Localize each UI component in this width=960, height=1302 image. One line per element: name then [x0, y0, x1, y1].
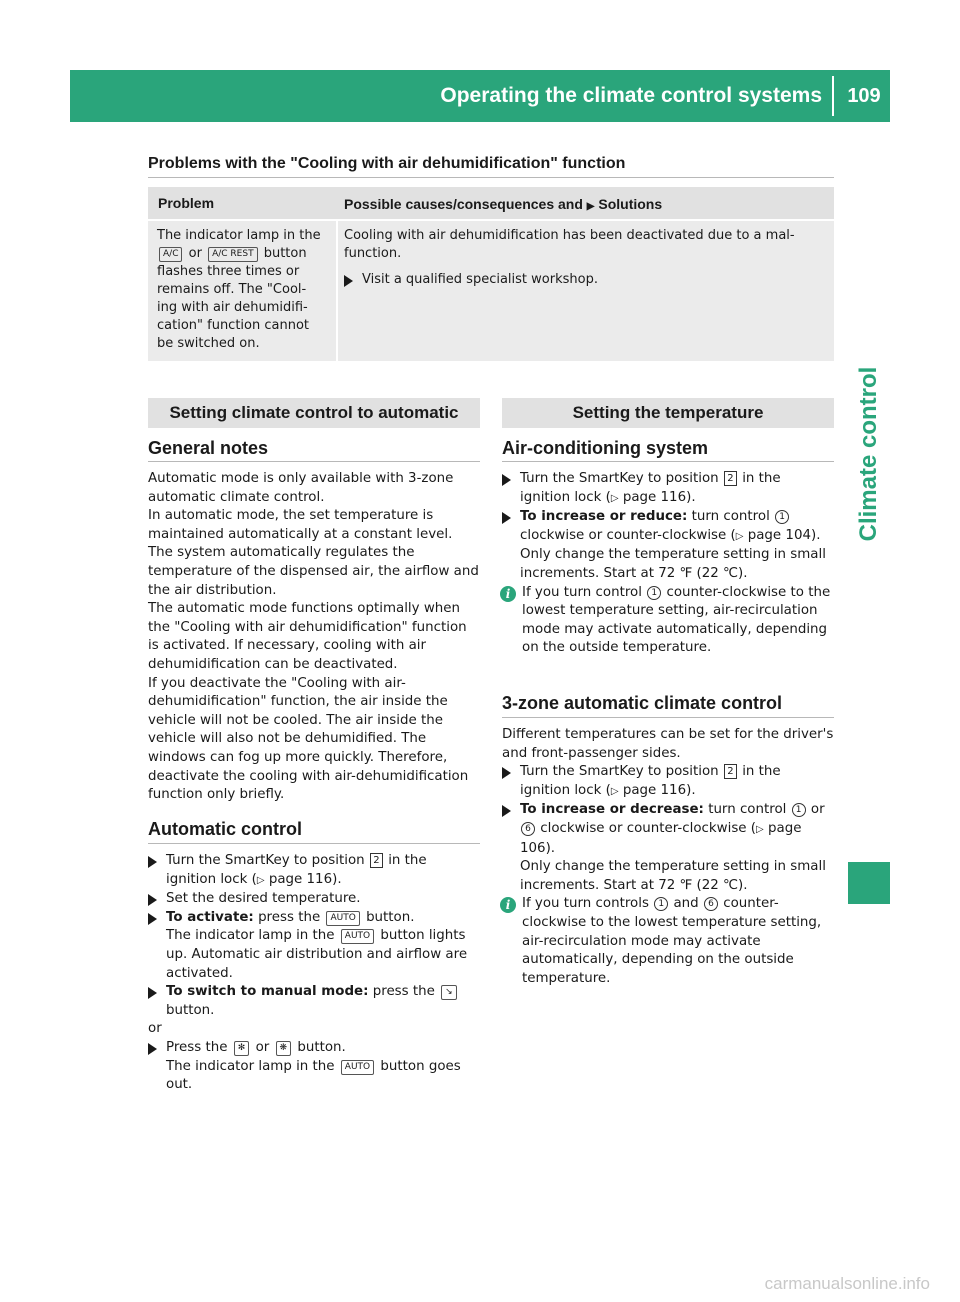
airflow-decrease-button-icon: ✻: [234, 1041, 250, 1056]
position-2-icon: 2: [724, 471, 737, 486]
ac-system-heading: Air-conditioning system: [502, 438, 709, 458]
control-1-icon: 1: [775, 510, 789, 524]
col-header-problem: Problem: [158, 195, 215, 211]
info-note: i If you turn controls 1 and 6 counter-clockwise to the lowest temperature setting, air-recirculation mode may activate automatically, depending on the outside temperature.: [502, 895, 834, 988]
list-item: Set the desired temperature.: [148, 890, 480, 909]
ac-system-steps: [502, 470, 834, 658]
page-ref-icon: ▷: [756, 823, 764, 835]
ac-rest-button-icon: A/C REST: [208, 247, 257, 262]
info-note: i If you turn control 1 counter-clockwise to the lowest temperature setting, air-recirculation mode may activate automatically, depending on the outside temperature.: [502, 584, 834, 658]
section-band-temperature: Setting the temperature: [502, 398, 834, 428]
page-ref-icon: ▷: [610, 492, 619, 504]
list-item: Turn the SmartKey to position 2 in the ignition lock (▷ page 116).: [148, 852, 480, 890]
general-p2: In automatic mode, the set temperature is maintained automatically at a constant level. The system automatically regulates the temperature of the dispensed air, the airflow and the air distribution.: [148, 508, 479, 598]
step-arrow-icon: [344, 275, 353, 287]
zone-climate-heading: 3-zone automatic climate control: [502, 693, 783, 713]
zone-climate-body: [502, 726, 834, 988]
control-6-icon: 6: [521, 822, 535, 836]
step-arrow-icon: [502, 512, 511, 524]
ac-system-rule: [502, 461, 834, 462]
step-arrow-icon: [148, 856, 157, 868]
step-arrow-icon: [148, 987, 157, 999]
auto-button-icon: AUTO: [341, 929, 374, 944]
or-text: or: [148, 1021, 162, 1037]
automatic-control-heading: Automatic control: [148, 819, 303, 839]
list-item: Turn the SmartKey to position 2 in the ignition lock (▷ page 116).: [502, 763, 834, 801]
col-header-solutions-pre: Possible causes/consequences and: [344, 196, 583, 212]
page-ref-icon: ▷: [610, 785, 619, 797]
airflow-increase-button-icon: ❋: [276, 1041, 292, 1056]
general-p4: If you deactivate the "Cooling with air-dehumidification" function, the air inside the vehicle will not be cooled. The air inside the vehicle will also not be dehumidified. The windows can fog up more quickly. Therefore, deactivate the cooling with air-dehumidification function only briefly.: [148, 675, 469, 803]
auto-button-icon: AUTO: [326, 911, 359, 926]
problems-heading-rule: [148, 177, 834, 178]
general-p1: Automatic mode is only available with 3-zone automatic climate control.: [148, 471, 454, 505]
info-icon: i: [500, 897, 516, 913]
step-arrow-icon: [148, 913, 157, 925]
automatic-control-rule: [148, 843, 480, 844]
page-number: 109: [847, 85, 881, 107]
problems-heading: Problems with the "Cooling with air dehumidification" function: [148, 155, 626, 172]
control-6-icon: 6: [704, 897, 718, 911]
zone-climate-rule: [502, 717, 834, 718]
info-icon: i: [500, 586, 516, 602]
watermark: carmanualsonline.info: [764, 1274, 930, 1293]
zone-p: Different temperatures can be set for the driver's and front-passenger sides.: [502, 727, 834, 761]
side-tab-block: [848, 862, 890, 904]
page-ref-icon: ▷: [735, 530, 744, 542]
step-arrow-icon: [148, 1043, 157, 1055]
general-notes-body: [148, 470, 480, 805]
control-1-icon: 1: [654, 897, 668, 911]
list-item: To increase or decrease: turn control 1 or 6 clockwise or counter-clockwise (▷ page 106). Only change the temperature setting in small increments. Start at 72 ℉ (22 ℃).: [502, 801, 834, 895]
air-distribution-button-icon: ↘: [441, 985, 457, 1000]
position-2-icon: 2: [724, 764, 737, 779]
general-notes-rule: [148, 461, 480, 462]
list-item: To increase or reduce: turn control 1 clockwise or counter-clockwise (▷ page 104). Only change the temperature setting in small increments. Start at 72 ℉ (22 ℃).: [502, 508, 834, 583]
list-item: Turn the SmartKey to position 2 in the ignition lock (▷ page 116).: [502, 470, 834, 508]
solution-step: Visit a qualified specialist workshop.: [344, 271, 830, 289]
chapter-title: Operating the climate control systems: [440, 84, 822, 107]
list-item: To switch to manual mode: press the ↘ button.: [148, 983, 480, 1020]
problem-text: The indicator lamp in the A/C or A/C REST button flashes three times or remains off. The "Cool- ing with air dehumidifi- cation" function cannot be switched on.: [157, 228, 321, 351]
arrow-icon: ▶: [586, 201, 595, 212]
page-ref-icon: ▷: [256, 874, 265, 886]
col-header-solutions: [344, 195, 662, 216]
header-divider: [832, 76, 834, 116]
list-item: Press the ✻ or ❋ button. The indicator lamp in the AUTO button goes out.: [148, 1039, 480, 1095]
step-arrow-icon: [502, 474, 511, 486]
list-item: To activate: press the AUTO button. The indicator lamp in the AUTO button lights up. Automatic air distribution and airflow are activated.: [148, 909, 480, 983]
position-2-icon: 2: [370, 853, 383, 868]
cause-text: Cooling with air dehumidification has been deactivated due to a mal- function. Visit a qualified specialist workshop.: [344, 227, 830, 289]
step-arrow-icon: [502, 805, 511, 817]
side-tab-label: Climate control: [855, 366, 882, 542]
control-1-icon: 1: [792, 803, 806, 817]
col-header-solutions-post: Solutions: [598, 196, 663, 212]
general-p3: The automatic mode functions optimally when the "Cooling with air dehumidification" function is activated. If necessary, cooling with air dehumidification can be deactivated.: [148, 601, 467, 672]
general-notes-heading: General notes: [148, 438, 269, 458]
step-arrow-icon: [148, 894, 157, 906]
ac-button-icon: A/C: [159, 247, 182, 262]
step-arrow-icon: [502, 767, 511, 779]
section-band-automatic: Setting climate control to automatic: [148, 398, 480, 428]
automatic-control-steps: [148, 852, 480, 1095]
control-1-icon: 1: [647, 586, 661, 600]
auto-button-icon: AUTO: [341, 1060, 374, 1075]
